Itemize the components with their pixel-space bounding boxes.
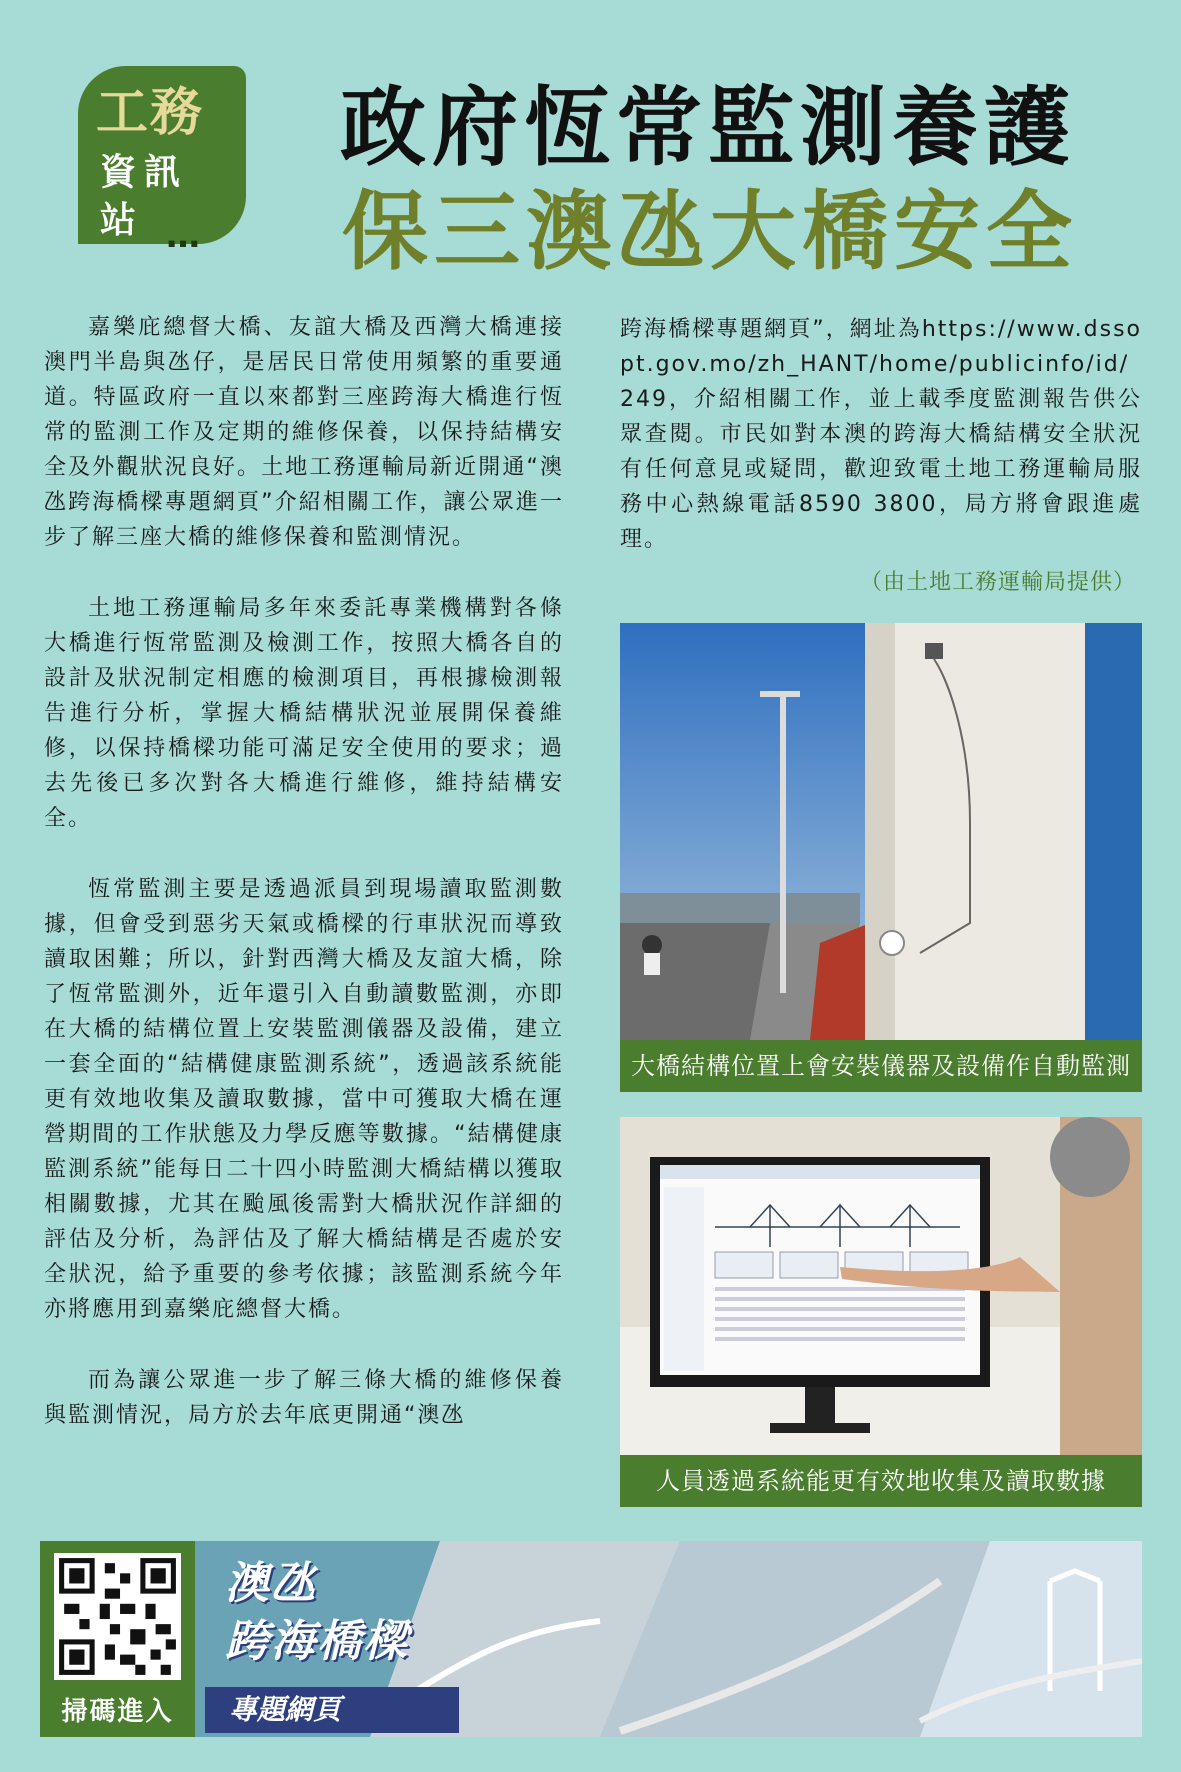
paragraph-1: 嘉樂庇總督大橋、友誼大橋及西灣大橋連接澳門半島與氹仔，是居民日常使用頻繁的重要通道。特區政府一直以來都對三座跨海大橋進行恆常的監測工作及定期的維修保養，以保持結構安全及外觀狀況良好。土地工務運輸局新近開通“澳氹跨海橋樑專題網頁”介紹相關工作，讓公眾進一步了解三座大橋的維修保養和監測情況。 — [44, 315, 564, 550]
logo-badge — [78, 66, 246, 254]
paragraph-4: 而為讓公眾進一步了解三條大橋的維修保養與監測情況，局方於去年底更開通“澳氹 — [44, 1368, 564, 1428]
paragraph-continued: 跨海橋樑專題網頁”，網址為https://www.dssopt.gov.mo/zh_HANT/home/publicinfo/id/249，介紹相關工作，並上載季度監測報告供公眾查閱。市民如對本澳的跨海大橋結構安全狀況有任何意見或疑問，歡迎致電土地工務運輸局服務中心熱線電話8590 3800，局方將會跟進處理。 — [620, 317, 1142, 552]
headline-line-2: 保三澳氹大橋安全 — [342, 181, 1078, 282]
banner-title-line-1: 澳氹 — [225, 1558, 317, 1609]
photo-1-caption: 大橋結構位置上會安裝儀器及設備作自動監測 — [620, 1040, 1142, 1092]
article-right-column — [620, 312, 1142, 557]
banner-title-line-2: 跨海橋樑 — [225, 1616, 409, 1667]
qr-code-panel[interactable] — [40, 1541, 195, 1737]
article-left-column — [44, 310, 564, 1469]
bridge-webpage-banner[interactable] — [40, 1541, 1142, 1737]
banner-title-line-3: 專題網頁 — [205, 1687, 459, 1733]
qr-code-icon — [54, 1553, 181, 1680]
monitor-photo-illustration — [620, 1117, 1142, 1455]
logo-sub-text-1: 資訊 — [100, 152, 189, 193]
banner-title — [195, 1541, 795, 1737]
photo-2-caption: 人員透過系統能更有效地收集及讀取數據 — [620, 1455, 1142, 1507]
bridge-monitoring-photo — [620, 623, 1142, 1040]
credit-line: （由土地工務運輸局提供） — [860, 570, 1137, 595]
logo-main-text: 工務 — [96, 83, 205, 143]
scan-to-enter-label: 掃碼進入 — [61, 1697, 174, 1727]
monitoring-system-photo — [620, 1117, 1142, 1507]
logo-sub-text-2: 站 — [100, 200, 137, 241]
headline-line-1: 政府恆常監測養護 — [340, 77, 1076, 178]
bridge-photo-illustration — [620, 623, 1142, 1040]
paragraph-3: 恆常監測主要是透過派員到現場讀取監測數據，但會受到惡劣天氣或橋樑的行車狀況而導致讀取困難；所以，針對西灣大橋及友誼大橋，除了恆常監測外，近年還引入自動讀數監測，亦即在大橋的結構位置上安裝監測儀器及設備，建立一套全面的“結構健康監測系統”，透過該系統能更有效地收集及讀取數據，當中可獲取大橋在運營期間的工作狀態及力學反應等數據。“結構健康監測系統”能每日二十四小時監測大橋結構以獲取相關數據，尤其在颱風後需對大橋狀況作詳細的評估及分析，為評估及了解大橋結構是否處於安全狀況，給予重要的參考依據；該監測系統今年亦將應用到嘉樂庇總督大橋。 — [44, 877, 564, 1322]
logo-dots: … — [166, 216, 202, 256]
paragraph-2: 土地工務運輸局多年來委託專業機構對各條大橋進行恆常監測及檢測工作，按照大橋各自的設計及狀況制定相應的檢測項目，再根據檢測報告進行分析，掌握大橋結構狀況並展開保養維修，以保持橋樑功能可滿足安全使用的要求；過去先後已多次對各大橋進行維修，維持結構安全。 — [44, 596, 564, 831]
qr-code[interactable] — [54, 1553, 181, 1680]
